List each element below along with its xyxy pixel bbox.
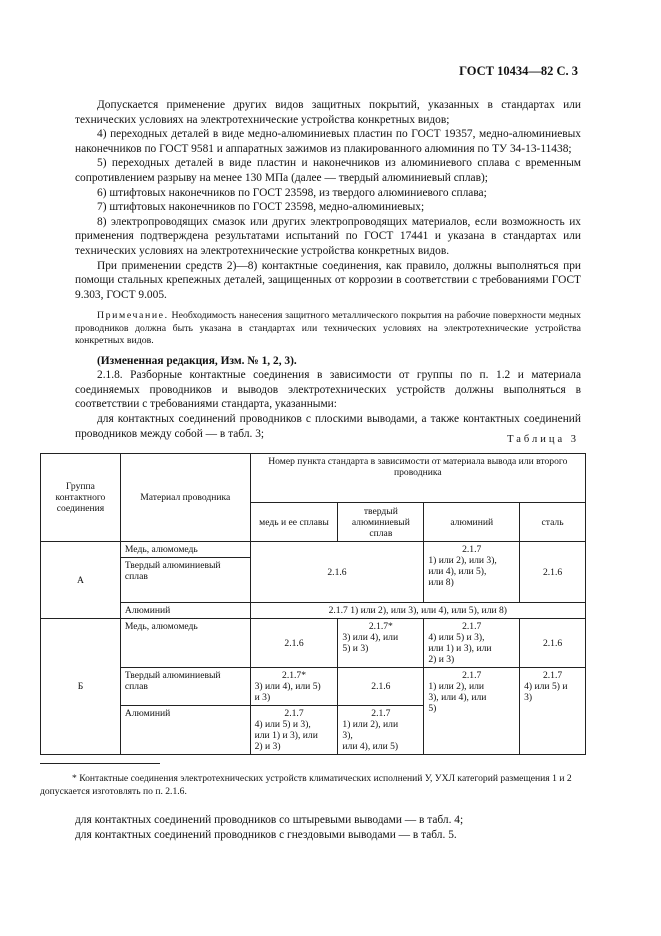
paragraph: 8) электропроводящих смазок или других электропроводящих материалов, если возможность их применения подтверждена результатами испытаний по ГОСТ 17441 и указана в стандартах или технических условиях на электротехнические устройства конкретных видов. bbox=[75, 215, 581, 257]
value-cell: 2.1.7 1) или 2), или 3), или 4), или 5), или 8) bbox=[250, 603, 585, 619]
paragraph-2-1-8: 2.1.8. Разборные контактные соединения в зависимости от группы по п. 1.2 и материала соединяемых проводников и выводов электротехнических устройств должны выполняться в соответствии с требованиями стандарта, указанными: bbox=[75, 369, 581, 411]
material-cell: Медь, алюмомедь bbox=[120, 542, 250, 558]
value-cell: 2.1.6 bbox=[250, 542, 424, 603]
header-hard-alloy: твердый алюминиевый сплав bbox=[338, 503, 424, 542]
header-material: Материал проводника bbox=[120, 454, 250, 542]
value-cell: 2.1.7* 3) или 4), или 5) и 3) bbox=[250, 668, 338, 706]
table-row bbox=[41, 668, 586, 706]
paragraph-pin-terminals: для контактных соединений проводников со штыревыми выводами — в табл. 4; bbox=[75, 814, 464, 826]
closing-text bbox=[75, 813, 581, 842]
revision-note: (Измененная редакция, Изм. № 1, 2, 3). bbox=[97, 354, 297, 367]
material-cell: Твердый алюминиевый сплав bbox=[120, 668, 250, 706]
table-caption: Таблица 3 bbox=[507, 434, 579, 445]
material-cell: Медь, алюмомедь bbox=[120, 619, 250, 668]
value-cell: 2.1.7 1) или 2), или 3), или 4), или 5) bbox=[424, 668, 520, 755]
paragraph: Допускается применение других видов защитных покрытий, указанных в стандартах или технических условиях на электротехнические устройства конкретных видов; bbox=[75, 99, 581, 126]
paragraph: 5) переходных деталей в виде пластин и наконечников из алюминиевого сплава с временным сопротивлением разрыву на менее 130 МПа (далее — твердый алюминиевый сплав); bbox=[75, 157, 581, 184]
paragraph: 6) штифтовых наконечников по ГОСТ 23598, из твердого алюминиевого сплава; bbox=[97, 186, 487, 199]
note-label: Примечание. bbox=[97, 310, 169, 322]
table-header-row bbox=[41, 454, 586, 503]
header-terminal-material: Номер пункта стандарта в зависимости от материала вывода или второго проводника bbox=[250, 454, 585, 503]
value-cell: 2.1.6 bbox=[250, 619, 338, 668]
paragraph: 4) переходных деталей в виде медно-алюминиевых пластин по ГОСТ 19357, медно-алюминиевых наконечников по ГОСТ 9581 и аппаратных зажимов из плакированного алюминия по ТУ 34-13-11438; bbox=[75, 128, 581, 155]
table-row bbox=[41, 603, 586, 619]
header-group: Группа контактного соединения bbox=[41, 454, 121, 542]
material-cell: Алюминий bbox=[120, 603, 250, 619]
value-cell: 2.1.6 bbox=[520, 542, 586, 603]
header-aluminium: алюминий bbox=[424, 503, 520, 542]
value-cell: 2.1.6 bbox=[520, 619, 586, 668]
material-cell: Алюминий bbox=[120, 706, 250, 755]
value-cell: 2.1.7* 3) или 4), или 5) и 3) bbox=[338, 619, 424, 668]
value-cell: 2.1.6 bbox=[338, 668, 424, 706]
value-cell: 2.1.7 1) или 2), или 3), или 4), или 5), или 8) bbox=[424, 542, 520, 603]
note-text: Необходимость нанесения защитного металлического покрытия на рабочие поверхности медных проводников должна быть указана в стандартах или технических условиях на электротехнические устройства конкретных видов. bbox=[75, 310, 581, 347]
paragraph: 7) штифтовых наконечников по ГОСТ 23598, медно-алюминиевых; bbox=[97, 201, 425, 214]
table-3 bbox=[40, 453, 586, 755]
paragraph-socket-terminals: для контактных соединений проводников с гнездовыми выводами — в табл. 5. bbox=[75, 828, 457, 841]
header-steel: сталь bbox=[520, 503, 586, 542]
footnote: * Контактные соединения электротехнических устройств климатических исполнений У, УХЛ категорий размещения 1 и 2 допускается изготовлять по п. 2.1.6. bbox=[40, 773, 572, 797]
paragraph-flat-terminals: для контактных соединений проводников с плоскими выводами, а также контактных соединений проводников между собой — в табл. 3; bbox=[75, 412, 581, 440]
value-cell: 2.1.7 4) или 5) и 3) bbox=[520, 668, 586, 755]
value-cell: 2.1.7 4) или 5) и 3), или 1) и 3), или 2) и 3) bbox=[250, 706, 338, 755]
group-a: А bbox=[41, 542, 121, 619]
footnote-divider bbox=[40, 763, 160, 764]
body-text bbox=[75, 98, 581, 441]
group-b: Б bbox=[41, 619, 121, 755]
table-row bbox=[41, 619, 586, 668]
table-row bbox=[41, 542, 586, 558]
page-header: ГОСТ 10434—82 С. 3 bbox=[459, 64, 578, 78]
note bbox=[75, 310, 581, 347]
value-cell: 2.1.7 4) или 5) и 3), или 1) и 3), или 2) и 3) bbox=[424, 619, 520, 668]
header-copper: медь и ее сплавы bbox=[250, 503, 338, 542]
paragraph: При применении средств 2)—8) контактные соединения, как правило, должны выполняться при помощи стальных крепежных деталей, защищенных от коррозии в соответствии с требованиями ГОСТ 9.303, ГОСТ 9.005. bbox=[75, 259, 581, 301]
material-cell: Твердый алюминиевый сплав bbox=[120, 558, 250, 603]
value-cell: 2.1.7 1) или 2), или 3), или 4), или 5) bbox=[338, 706, 424, 755]
